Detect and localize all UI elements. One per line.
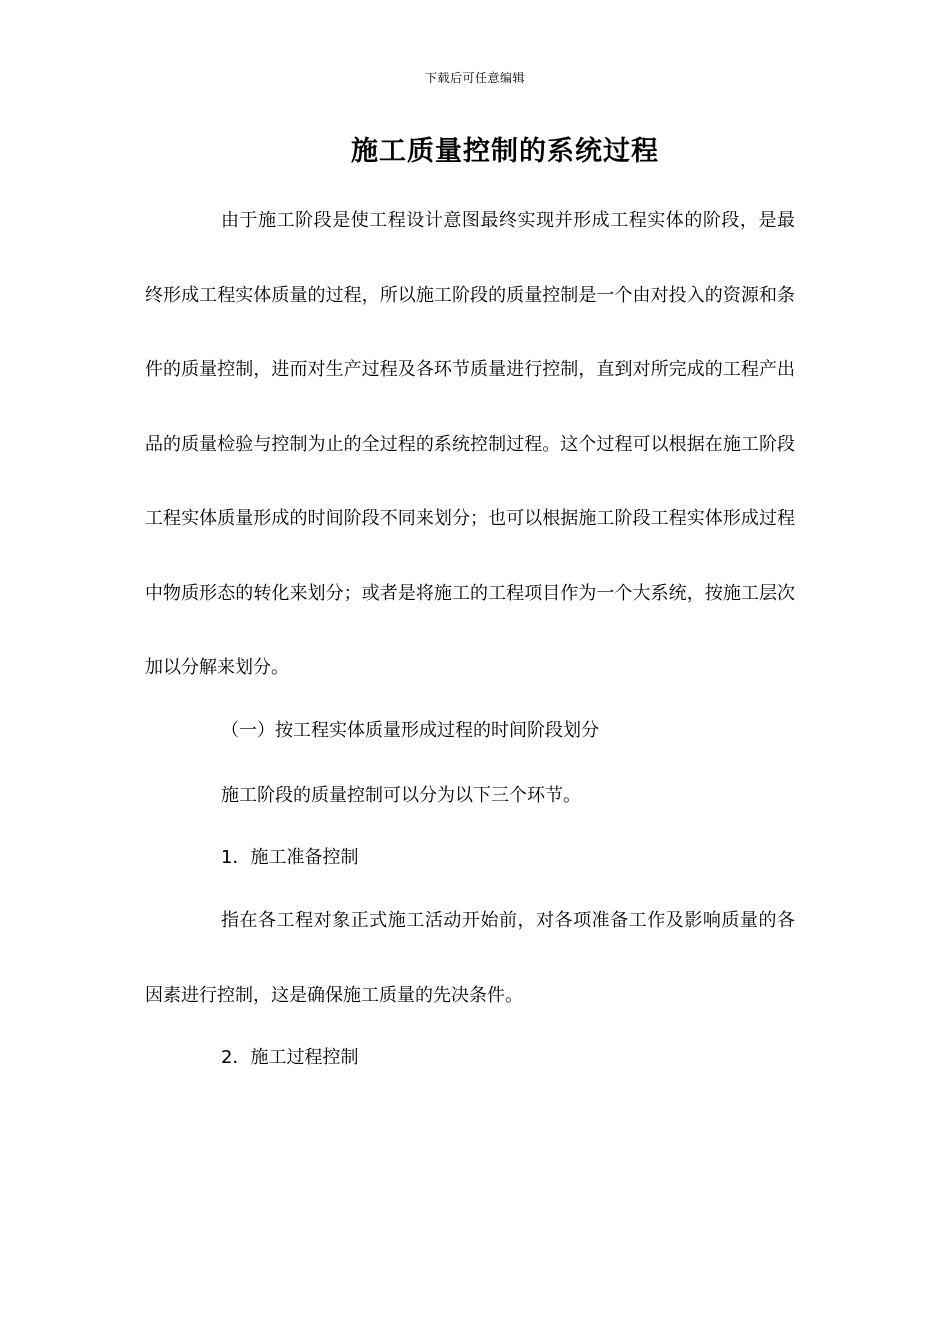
page-title: 施工质量控制的系统过程: [351, 136, 659, 167]
item-body-1: 指在各工程对象正式施工活动开始前，对各项准备工作及影响质量的各因素进行控制，这是确保施工质量的先决条件。: [145, 910, 795, 1006]
item-heading-2: 2．施工过程控制: [221, 1047, 359, 1068]
intro-paragraph: 由于施工阶段是使工程设计意图最终实现并形成工程实体的阶段，是最终形成工程实体质量的过程，所以施工阶段的质量控制是一个由对投入的资源和条件的质量控制，进而对生产过程及各环节质量进行控制，直到对所完成的工程产出品的质量检验与控制为止的全过程的系统控制过程。这个过程可以根据在施工阶段工程实体质量形成的时间阶段不同来划分；也可以根据施工阶段工程实体形成过程中物质形态的转化来划分；或者是将施工的工程项目作为一个大系统，按施工层次加以分解来划分。: [145, 210, 795, 678]
section-heading-1: （一）按工程实体质量形成过程的时间阶段划分: [221, 720, 599, 741]
header-note: 下载后可任意编辑: [424, 71, 525, 85]
section-intro: 施工阶段的质量控制可以分为以下三个环节。: [221, 785, 581, 806]
item-heading-1: 1．施工准备控制: [221, 847, 359, 868]
